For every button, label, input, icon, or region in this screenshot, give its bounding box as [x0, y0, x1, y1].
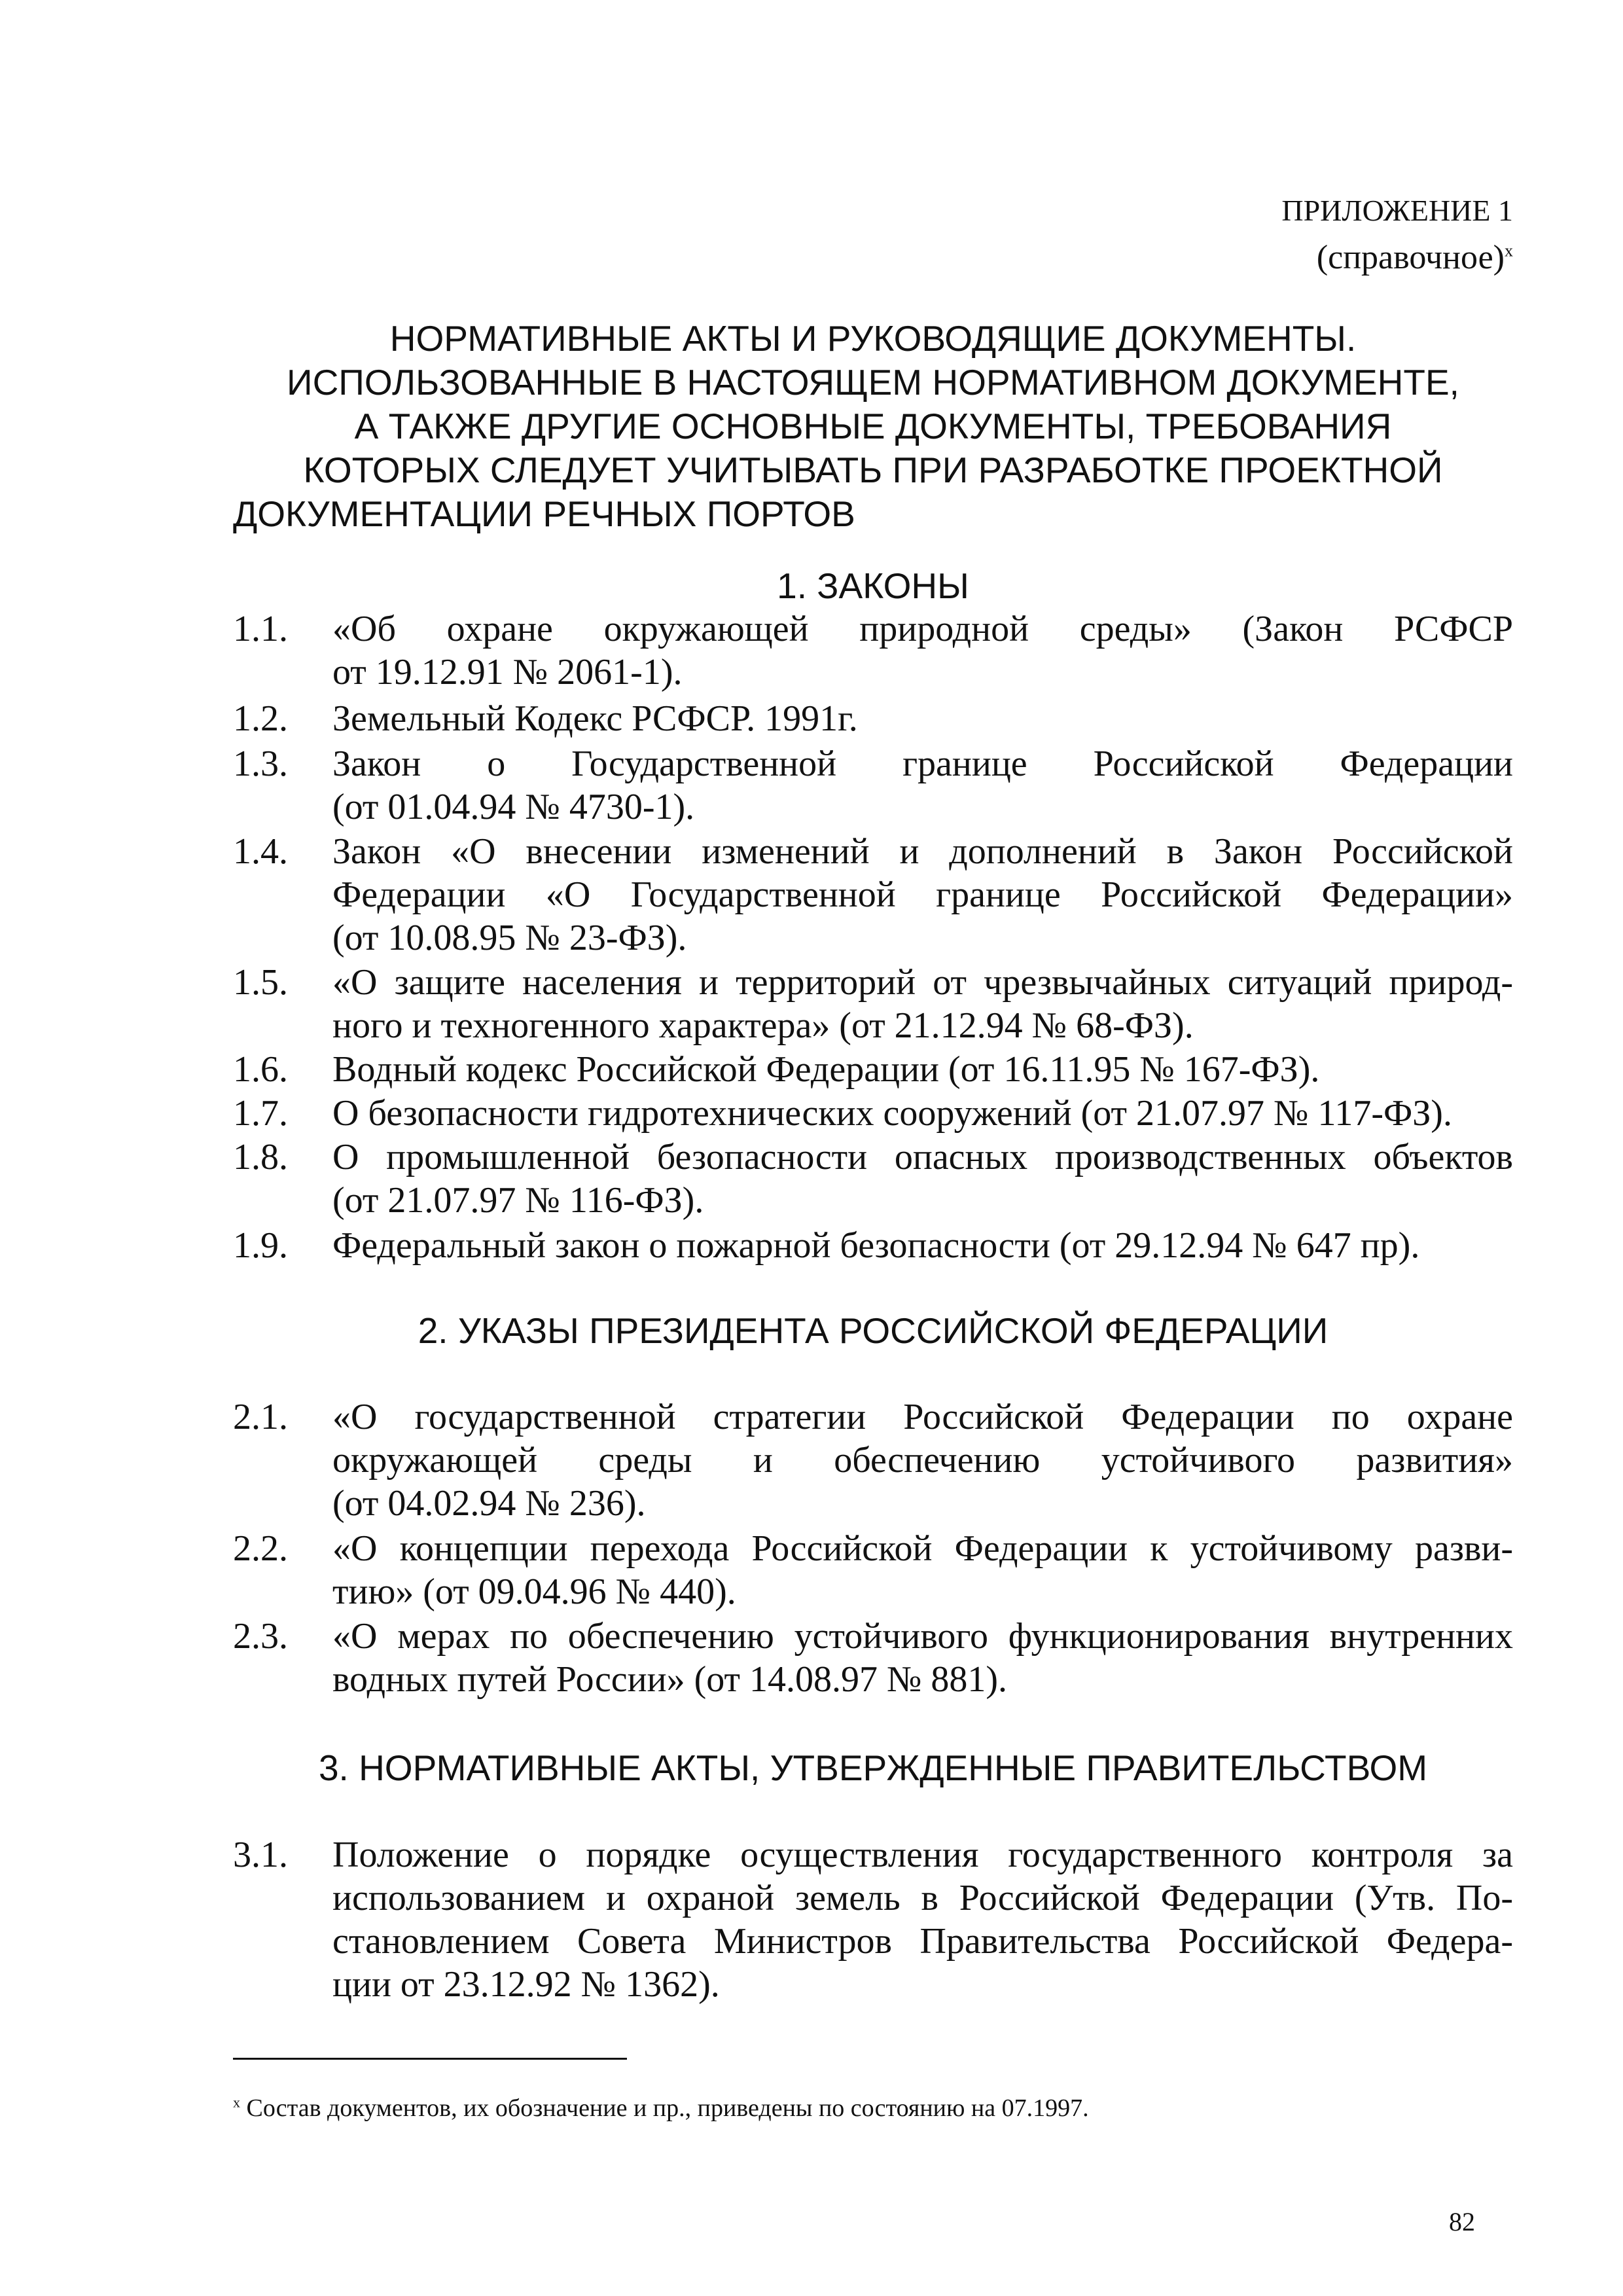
section-heading-government-acts: 3. НОРМАТИВНЫЕ АКТЫ, УТВЕРЖДЕННЫЕ ПРАВИТЕЛЬСТВОМ — [318, 1748, 1428, 1788]
item-number: 2.2. — [233, 1528, 288, 1569]
item-text-line: водных путей России» (от 14.08.97 № 881). — [332, 1659, 1008, 1700]
item-text-line: (от 04.02.94 № 236). — [332, 1483, 646, 1524]
page-number: 82 — [1449, 2207, 1475, 2236]
item-text-line: использованием и охраной земель в Российской Федерации (Утв. По- — [332, 1878, 1513, 1918]
item-number: 2.3. — [233, 1616, 288, 1657]
item-text-line: О промышленной безопасности опасных производственных объектов — [332, 1137, 1513, 1177]
list-item — [233, 830, 1513, 960]
item-number: 1.2. — [233, 698, 288, 739]
list-item — [233, 1527, 1513, 1613]
section-heading-decrees: 2. УКАЗЫ ПРЕЗИДЕНТА РОССИЙСКОЙ ФЕДЕРАЦИИ — [418, 1310, 1329, 1351]
item-text-line: Положение о порядке осуществления государственного контроля за — [332, 1835, 1513, 1875]
item-text-line: Федерации «О Государственной границе Российской Федерации» — [332, 874, 1513, 915]
item-text-line: Федеральный закон о пожарной безопасности (от 29.12.94 № 647 пр). — [332, 1225, 1420, 1266]
item-text-line: «О мерах по обеспечению устойчивого функционирования внутренних — [332, 1616, 1513, 1657]
list-item — [233, 1224, 1513, 1267]
list-item — [233, 697, 1513, 740]
title-line: НОРМАТИВНЫЕ АКТЫ И РУКОВОДЯЩИЕ ДОКУМЕНТЫ. — [389, 318, 1357, 359]
list-item — [233, 1615, 1513, 1701]
title-line: КОТОРЫХ СЛЕДУЕТ УЧИТЫВАТЬ ПРИ РАЗРАБОТКЕ ПРОЕКТНОЙ — [303, 450, 1443, 490]
item-text-line: Земельный Кодекс РСФСР. 1991г. — [332, 698, 858, 739]
appendix-subtitle: (справочное) — [1316, 239, 1505, 276]
appendix-subtitle-line — [1281, 234, 1513, 281]
section-heading-laws: 1. ЗАКОНЫ — [777, 565, 969, 606]
item-number: 1.4. — [233, 831, 288, 872]
item-text-line: становлением Совета Министров Правительства Российской Федера- — [332, 1921, 1513, 1962]
item-number: 1.8. — [233, 1137, 288, 1177]
list-item — [233, 1136, 1513, 1222]
footnote-text: Состав документов, их обозначение и пр., приведены по состоянию на 07.1997. — [246, 2094, 1089, 2122]
list-item — [233, 742, 1513, 829]
item-text-line: «Об охране окружающей природной среды» (Закон РСФСР — [332, 609, 1513, 649]
item-number: 1.9. — [233, 1225, 288, 1266]
appendix-footnote-mark: x — [1505, 241, 1513, 260]
item-number: 1.3. — [233, 744, 288, 784]
footnote-mark: x — [233, 2094, 240, 2111]
footnote-separator — [233, 2058, 627, 2060]
item-text-line: Водный кодекс Российской Федерации (от 16.11.95 № 167-ФЗ). — [332, 1049, 1320, 1090]
item-text-line: О безопасности гидротехнических сооружений (от 21.07.97 № 117-ФЗ). — [332, 1093, 1452, 1134]
list-item — [233, 1833, 1513, 2006]
item-number: 1.6. — [233, 1049, 288, 1090]
list-item — [233, 961, 1513, 1047]
item-text-line: «О защите населения и территорий от чрезвычайных ситуаций природ- — [332, 962, 1513, 1003]
item-text-line: (от 01.04.94 № 4730-1). — [332, 787, 695, 827]
item-text-line: ного и техногенного характера» (от 21.12.94 № 68-ФЗ). — [332, 1005, 1194, 1046]
title-line: ДОКУМЕНТАЦИИ РЕЧНЫХ ПОРТОВ — [233, 493, 855, 534]
item-text-line: Закон «О внесении изменений и дополнений в Закон Российской — [332, 831, 1513, 872]
item-text-line: «О концепции перехода Российской Федерации к устойчивому разви- — [332, 1528, 1513, 1569]
item-text-line: (от 21.07.97 № 116-ФЗ). — [332, 1180, 704, 1221]
list-item — [233, 607, 1513, 694]
title-line: ИСПОЛЬЗОВАННЫЕ В НАСТОЯЩЕМ НОРМАТИВНОМ ДОКУМЕНТЕ, — [287, 362, 1459, 403]
item-text-line: «О государственной стратегии Российской Федерации по охране — [332, 1397, 1513, 1437]
document-title — [233, 317, 1513, 536]
item-number: 2.1. — [233, 1397, 288, 1437]
item-number: 3.1. — [233, 1835, 288, 1875]
list-item — [233, 1395, 1513, 1525]
item-text-line: окружающей среды и обеспечению устойчивого развития» — [332, 1440, 1513, 1480]
item-text-line: от 19.12.91 № 2061-1). — [332, 652, 683, 692]
title-line: А ТАКЖЕ ДРУГИЕ ОСНОВНЫЕ ДОКУМЕНТЫ, ТРЕБОВАНИЯ — [354, 406, 1392, 446]
list-item — [233, 1092, 1513, 1135]
item-number: 1.7. — [233, 1093, 288, 1134]
item-text-line: Закон о Государственной границе Российской Федерации — [332, 744, 1513, 784]
appendix-header — [1281, 187, 1513, 281]
item-text-line: тию» (от 09.04.96 № 440). — [332, 1571, 736, 1612]
appendix-label: ПРИЛОЖЕНИЕ 1 — [1281, 194, 1513, 227]
list-item — [233, 1048, 1513, 1091]
item-number: 1.5. — [233, 962, 288, 1003]
item-number: 1.1. — [233, 609, 288, 649]
item-text-line: ции от 23.12.92 № 1362). — [332, 1964, 720, 2005]
footnote — [233, 2093, 1089, 2123]
item-text-line: (от 10.08.95 № 23-ФЗ). — [332, 918, 687, 958]
